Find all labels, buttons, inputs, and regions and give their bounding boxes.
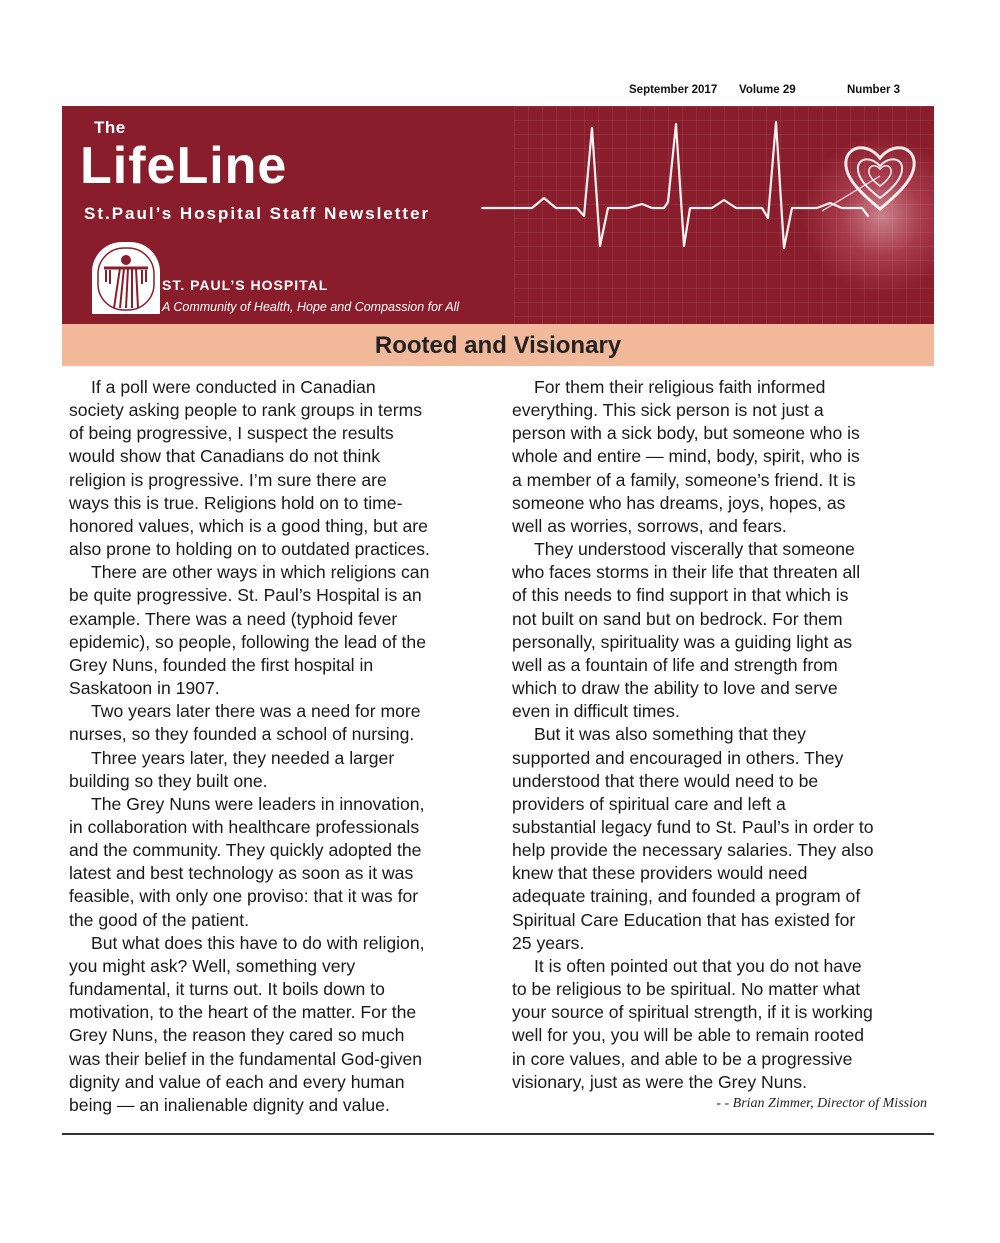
paragraph: But it was also something that they supported and encouraged in others. They understood that there would need to be providers of spiritual care and left a substantial legacy fund to St. Paul’s in order to help provide the necessary salaries. They also knew that these providers would need adequate training, and founded a program of Spiritual Care Education that has existed for 25 years.	[512, 724, 874, 953]
paragraph: For them their religious faith informed everything. This sick person is not just a person with a sick body, but someone who is whole and entire — mind, body, spirit, who is a member of a family, someone’s friend. It is someone who has dreams, joys, hopes, as well as worries, sorrows, and fears.	[512, 377, 860, 536]
issue-info	[629, 84, 900, 96]
paragraph: The Grey Nuns were leaders in innovation, in collaboration with healthcare professionals and the community. They quickly adopted the latest and best technology as soon as it was feasible, with only one proviso: that it was for the good of the patient.	[69, 793, 425, 930]
article-column-left	[69, 376, 489, 1117]
hospital-tagline: A Community of Health, Hope and Compassion for All	[162, 300, 460, 314]
issue-volume: Volume 29	[739, 84, 796, 96]
paragraph: But what does this have to do with religion, you might ask? Well, something very fundamental, it turns out. It boils down to motivation, to the heart of the matter. For the Grey Nuns, the reason they cared so much was their belief in the fundamental God-given dignity and value of each and every human being — an inalienable dignity and value.	[69, 932, 425, 1115]
masthead-the: The	[94, 118, 126, 137]
article-column-right	[512, 376, 932, 1094]
paragraph: Three years later, they needed a larger building so they built one.	[69, 747, 395, 791]
bottom-divider	[62, 1133, 934, 1135]
paragraph: They understood viscerally that someone who faces storms in their life that threaten all of this needs to find support in that which is not built on sand but on bedrock. For them personally, spirituality was a guiding light as well as a fountain of life and strength from which to draw the ability to love and serve even in difficult times.	[512, 539, 861, 722]
paragraph: Two years later there was a need for more nurses, so they founded a school of nursing.	[69, 701, 421, 745]
issue-date: September 2017	[629, 84, 718, 96]
paragraph: There are other ways in which religions can be quite progressive. St. Paul’s Hospital is an example. There was a need (typhoid fever epidemic), so people, following the lead of the Grey Nuns, founded the first hospital in Saskatoon in 1907.	[69, 562, 430, 699]
author-signature: - - Brian Zimmer, Director of Mission	[716, 1096, 927, 1111]
paragraph: It is often pointed out that you do not have to be religious to be spiritual. No matter what your source of spiritual strength, if it is working well for you, you will be able to remain rooted in core values, and able to be a progressive visionary, just as were the Grey Nuns.	[512, 955, 873, 1092]
headline-bar	[62, 324, 934, 366]
hospital-logo	[92, 242, 160, 314]
paragraph: If a poll were conducted in Canadian society asking people to rank groups in terms of being progressive, I suspect the results would show that Canadians do not think religion is progressive. I’m sure there are ways this is true. Religions hold on to time- honored values, which is a good thing, but are also prone to holding on to outdated practices.	[69, 377, 430, 560]
article-headline: Rooted and Visionary	[374, 332, 622, 359]
hospital-name: ST. PAUL’S HOSPITAL	[162, 277, 329, 293]
masthead-title: LifeLine	[80, 137, 288, 195]
masthead-banner	[62, 106, 934, 324]
masthead-subtitle: St.Paul’s Hospital Staff Newsletter	[84, 204, 431, 223]
issue-number: Number 3	[847, 84, 901, 96]
